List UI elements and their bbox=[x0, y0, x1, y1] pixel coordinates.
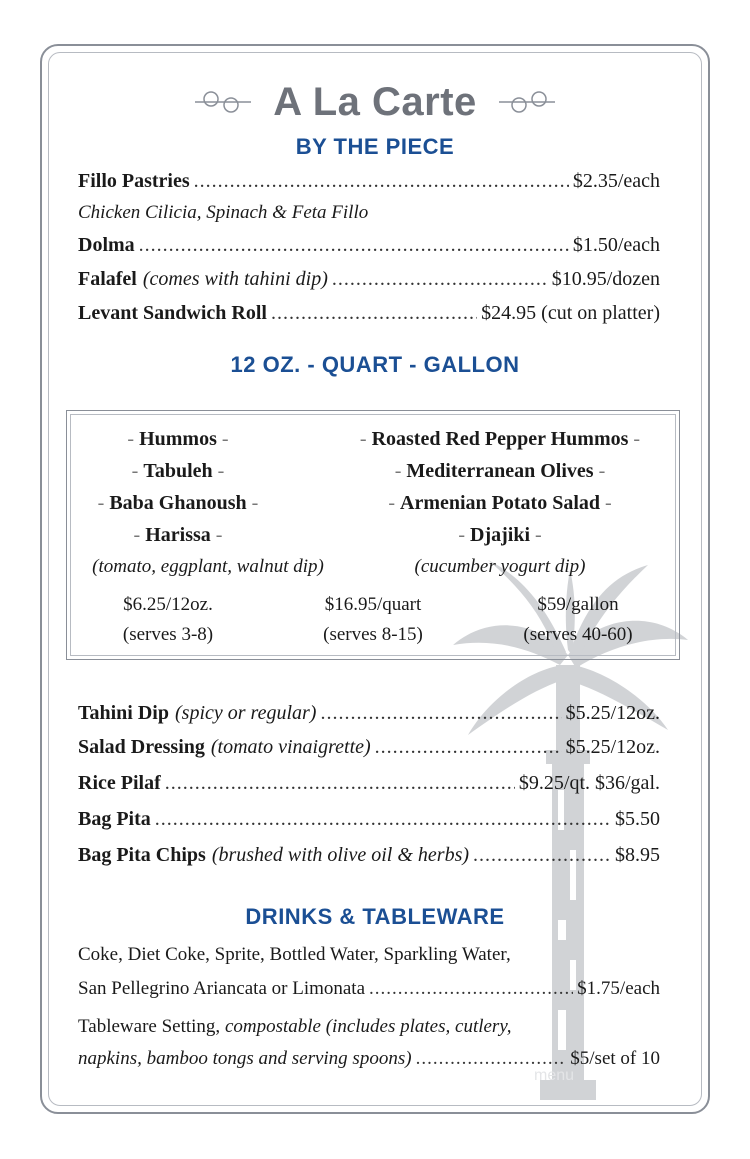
leader-dots bbox=[165, 772, 515, 795]
title-row bbox=[0, 72, 750, 132]
leader-dots bbox=[369, 978, 573, 1000]
dip-item: - Roasted Red Pepper Hummos - bbox=[359, 428, 641, 450]
dip-item: - Tabuleh - bbox=[131, 460, 225, 482]
leader-dots bbox=[139, 234, 569, 257]
item-price: $10.95/dozen bbox=[551, 268, 660, 290]
dip-item: - Baba Ghanoush - bbox=[97, 492, 259, 514]
section-sizes: 12 OZ. - QUART - GALLON bbox=[230, 352, 520, 377]
tableware-desc: compostable (includes plates, cutlery, bbox=[224, 1016, 512, 1037]
menu-item bbox=[78, 234, 660, 264]
size-price-value: $6.25/12oz. bbox=[123, 594, 213, 615]
menu-item bbox=[78, 170, 660, 200]
drinks-price: $1.75/each bbox=[577, 978, 660, 999]
item-name: Dolma bbox=[78, 234, 135, 256]
item-desc: (spicy or regular) bbox=[175, 702, 317, 724]
drinks-item bbox=[78, 978, 660, 1008]
size-serves: (serves 3-8) bbox=[122, 624, 214, 645]
leader-dots bbox=[416, 1048, 567, 1070]
section-drinks: DRINKS & TABLEWARE bbox=[245, 904, 505, 929]
item-name: Rice Pilaf bbox=[78, 772, 161, 794]
item-price: $9.25/qt. $36/gal. bbox=[518, 772, 660, 794]
size-price-value: $16.95/quart bbox=[324, 594, 422, 615]
item-name: Falafel bbox=[78, 268, 137, 290]
item-desc: (tomato vinaigrette) bbox=[210, 736, 371, 758]
tableware-item bbox=[78, 1048, 660, 1078]
item-name: Bag Pita Chips bbox=[78, 844, 206, 866]
tableware-price: $5/set of 10 bbox=[570, 1048, 660, 1069]
drinks-line: San Pellegrino Ariancata or Limonata bbox=[78, 978, 366, 999]
dip-note: (tomato, eggplant, walnut dip) bbox=[92, 556, 324, 577]
leader-dots bbox=[332, 268, 548, 291]
item-price: $5.25/12oz. bbox=[565, 736, 660, 758]
drinks-line: Coke, Diet Coke, Sprite, Bottled Water, Sparkling Water, bbox=[78, 944, 511, 965]
tableware-line bbox=[78, 1016, 511, 1038]
size-serves: (serves 40-60) bbox=[523, 624, 633, 645]
menu-item bbox=[78, 302, 660, 332]
leader-dots bbox=[375, 736, 562, 759]
item-price: $5.50 bbox=[615, 808, 660, 830]
watermark-text: menu bbox=[534, 1067, 575, 1084]
right-flourish-icon bbox=[495, 87, 559, 117]
item-name: Tahini Dip bbox=[78, 702, 169, 724]
menu-item bbox=[78, 702, 660, 732]
dip-note: (cucumber yogurt dip) bbox=[414, 556, 586, 577]
item-name: Salad Dressing bbox=[78, 736, 205, 758]
size-price bbox=[488, 590, 668, 650]
item-price: $8.95 bbox=[615, 844, 660, 866]
item-name: Bag Pita bbox=[78, 808, 151, 830]
tableware-lead: Tableware Setting, bbox=[78, 1016, 221, 1037]
dip-item: - Djajiki - bbox=[458, 524, 542, 546]
dip-item: - Mediterranean Olives - bbox=[394, 460, 606, 482]
leader-dots bbox=[271, 302, 477, 325]
tableware-desc: napkins, bamboo tongs and serving spoons) bbox=[78, 1048, 412, 1069]
page-title: A La Carte bbox=[273, 79, 477, 124]
item-price: $5.25/12oz. bbox=[565, 702, 660, 724]
section-by-the-piece: BY THE PIECE bbox=[295, 134, 455, 159]
item-price: $1.50/each bbox=[572, 234, 660, 256]
size-price-value: $59/gallon bbox=[537, 594, 619, 615]
item-desc: (comes with tahini dip) bbox=[142, 268, 328, 290]
leader-dots bbox=[194, 170, 569, 193]
leader-dots bbox=[473, 844, 611, 867]
menu-item bbox=[78, 772, 660, 802]
size-serves: (serves 8-15) bbox=[323, 624, 423, 645]
item-subtext: Chicken Cilicia, Spinach & Feta Fillo bbox=[78, 202, 369, 223]
leader-dots bbox=[155, 808, 611, 831]
menu-item bbox=[78, 268, 660, 298]
menu-item bbox=[78, 844, 660, 874]
dip-item: - Hummos - bbox=[127, 428, 229, 450]
left-flourish-icon bbox=[191, 87, 255, 117]
menu-item bbox=[78, 736, 660, 766]
item-name: Levant Sandwich Roll bbox=[78, 302, 267, 324]
size-price bbox=[78, 590, 258, 650]
size-price bbox=[283, 590, 463, 650]
dip-item: - Harissa - bbox=[133, 524, 223, 546]
menu-item bbox=[78, 808, 660, 838]
item-desc: (brushed with olive oil & herbs) bbox=[211, 844, 470, 866]
dip-item: - Armenian Potato Salad - bbox=[388, 492, 612, 514]
item-name: Fillo Pastries bbox=[78, 170, 190, 192]
item-price: $24.95 (cut on platter) bbox=[481, 302, 660, 324]
item-price: $2.35/each bbox=[572, 170, 660, 192]
leader-dots bbox=[320, 702, 561, 725]
